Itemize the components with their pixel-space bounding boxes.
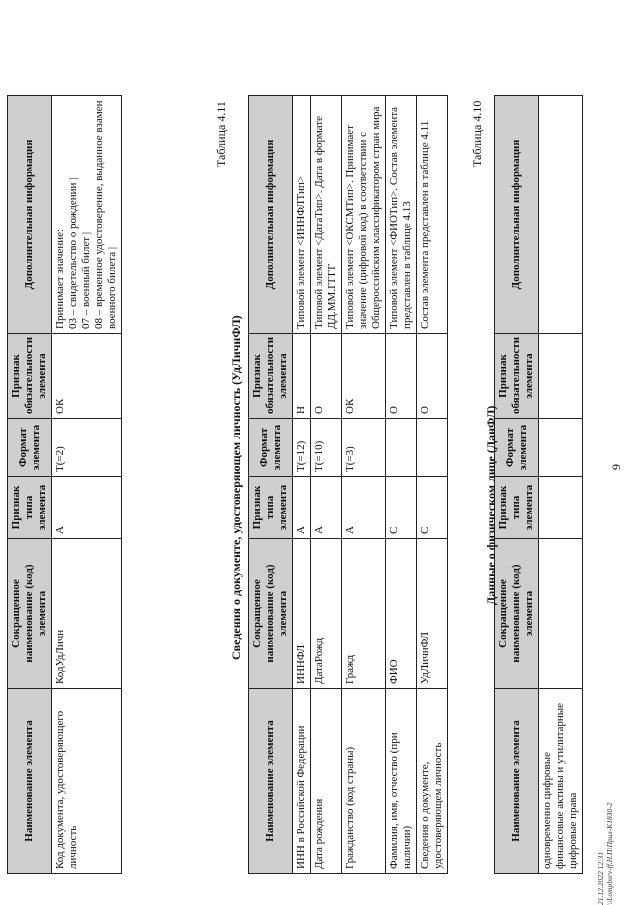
header-required: Признак обязательности элемента: [8, 334, 52, 419]
header-info: Дополнительная информация: [495, 96, 539, 334]
cell-info: Типовой элемент <ДатаТип>. Дата в формате ДД.ММ.ГГГГ: [311, 96, 342, 334]
cell-required: О: [311, 334, 342, 419]
header-name: Наименование элемента: [8, 689, 52, 874]
cell-required: О: [417, 334, 448, 419]
header-info: Дополнительная информация: [8, 96, 52, 334]
cell-type: С: [386, 477, 417, 539]
table-row: [417, 96, 448, 874]
cell-type: А: [293, 477, 311, 539]
cell-format: [417, 419, 448, 477]
cell-code: [539, 539, 583, 689]
table-row: [293, 96, 311, 874]
cell-required: [539, 334, 583, 419]
cell-info: Типовой элемент <ФИОТип>. Состав элемента представлен в таблице 4.13: [386, 96, 417, 334]
cell-info: Состав элемента представлен в таблице 4.11: [417, 96, 448, 334]
table-row: [386, 96, 417, 874]
print-stamp: [596, 745, 614, 905]
cell-code: ФИО: [386, 539, 417, 689]
page-number: 9: [609, 464, 623, 470]
cell-format: T(=2): [52, 419, 122, 477]
header-info: Дополнительная информация: [249, 96, 293, 334]
header-type: Признак типа элемента: [495, 477, 539, 539]
cell-info: Типовой элемент <ОКСМТип>. Принимает значение (цифровой код) в соответствии с Общероссийским классификатором стран мира: [342, 96, 386, 334]
cell-name: ИНН в Российской Федерации: [293, 689, 311, 874]
cell-name: одновременно цифровые финансовые активы и утилитарные цифровые права: [539, 689, 583, 874]
cell-code: КодУдЛичн: [52, 539, 122, 689]
cell-format: T(=3): [342, 419, 386, 477]
info-line: 03 – свидетельство о рождении |: [67, 177, 79, 329]
header-format: Формат элемента: [495, 419, 539, 477]
cell-required: О: [386, 334, 417, 419]
cell-required: ОК: [52, 334, 122, 419]
cell-required: ОК: [342, 334, 386, 419]
table-title-4-11: Сведения о документе, удостоверяющем личность (УдЛичнФЛ): [229, 315, 243, 660]
cell-type: С: [417, 477, 448, 539]
cell-type: А: [52, 477, 122, 539]
info-line: 08 – временное удостоверение, выданное взамен военного билета |: [93, 100, 118, 329]
table-header-row: [495, 96, 539, 874]
table-row: [539, 96, 583, 874]
cell-type: [539, 477, 583, 539]
table-number-4-10: Таблица 4.10: [470, 100, 484, 167]
header-required: Признак обязательности элемента: [249, 334, 293, 419]
table-continuation: [494, 95, 583, 874]
cell-format: T(=10): [311, 419, 342, 477]
table-header-row: [8, 96, 52, 874]
cell-format: [539, 419, 583, 477]
cell-name: Гражданство (код страны): [342, 689, 386, 874]
header-required: Признак обязательности элемента: [495, 334, 539, 419]
table-4-10: [248, 95, 448, 874]
header-type: Признак типа элемента: [249, 477, 293, 539]
cell-code: УдЛичнФЛ: [417, 539, 448, 689]
cell-name: Фамилия, имя, отчество (при наличии): [386, 689, 417, 874]
table-header-row: [249, 96, 293, 874]
table-number-4-11: Таблица 4.11: [214, 101, 228, 167]
cell-code: ИННФЛ: [293, 539, 311, 689]
cell-type: А: [342, 477, 386, 539]
cell-code: ДатаРожд: [311, 539, 342, 689]
info-line: 07 – военный билет |: [80, 231, 92, 329]
cell-required: Н: [293, 334, 311, 419]
header-code: Сокращенное наименование (код) элемента: [495, 539, 539, 689]
cell-type: А: [311, 477, 342, 539]
header-code: Сокращенное наименование (код) элемента: [8, 539, 52, 689]
stamp-line-1: 21.12.2022 12:31: [596, 851, 605, 905]
table-4-11: [7, 95, 122, 874]
table-title-4-10: Данные о физическом лице (ДанФЛ): [484, 405, 498, 605]
cell-format: [386, 419, 417, 477]
cell-info: Типовой элемент <ИННФЛТип>: [293, 96, 311, 334]
cell-format: T(=12): [293, 419, 311, 477]
header-format: Формат элемента: [8, 419, 52, 477]
cell-name: Код документа, удостоверяющего личность: [52, 689, 122, 874]
cell-info: [539, 96, 583, 334]
cell-info: [52, 96, 122, 334]
header-name: Наименование элемента: [495, 689, 539, 874]
cell-name: Сведения о документе, удостоверяющем личность: [417, 689, 448, 874]
header-format: Формат элемента: [249, 419, 293, 477]
header-code: Сокращенное наименование (код) элемента: [249, 539, 293, 689]
header-type: Признак типа элемента: [8, 477, 52, 539]
info-line: Принимает значение:: [54, 228, 66, 329]
stamp-line-2: \\Lompbsrv-ff.H.П\Прил-K1830-2: [605, 802, 614, 905]
table-row: [342, 96, 386, 874]
header-name: Наименование элемента: [249, 689, 293, 874]
cell-name: Дата рождения: [311, 689, 342, 874]
cell-code: Гражд: [342, 539, 386, 689]
table-row: [52, 96, 122, 874]
table-row: [311, 96, 342, 874]
